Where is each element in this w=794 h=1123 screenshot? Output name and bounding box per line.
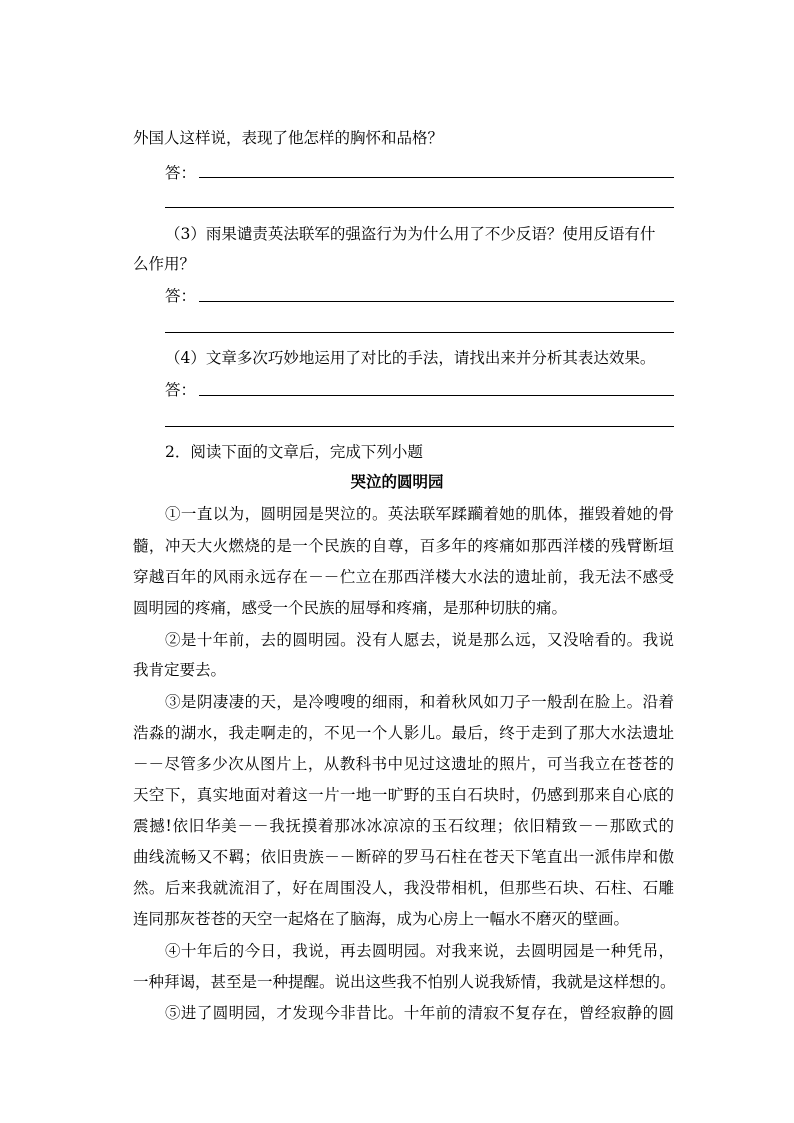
- question-4: （4）文章多次巧妙地运用了对比的手法，请找出来并分析其表达效果。: [165, 349, 656, 367]
- paragraph-line: 浩淼的湖水，我走啊走的，不见一个人影儿。最后，终于走到了那大水法遗址: [133, 724, 674, 742]
- answer-line[interactable]: [165, 332, 674, 333]
- answer-label: 答：: [165, 381, 197, 399]
- paragraph-line: －－尽管多少次从图片上，从教科书中见过这遗址的照片，可当我立在苍苍的: [133, 755, 674, 773]
- paragraph-line: 穿越百年的风雨永远存在－－伫立在那西洋楼大水法的遗址前，我无法不感受: [133, 568, 674, 586]
- paragraph-line: 然。后来我就流泪了，好在周围没人，我没带相机，但那些石块、石柱、石雕: [133, 879, 674, 897]
- paragraph-line: 圆明园的疼痛，感受一个民族的屈辱和疼痛，是那种切肤的痛。: [133, 599, 568, 617]
- answer-line[interactable]: [199, 177, 674, 178]
- question-3-line-1: （3）雨果谴责英法联军的强盗行为为什么用了不少反语？使用反语有什: [165, 225, 656, 243]
- answer-label: 答：: [165, 164, 197, 182]
- section-heading: 2．阅读下面的文章后，完成下列小题: [165, 443, 423, 461]
- paragraph-line: ③是阴凄凄的天，是冷嗖嗖的细雨，和着秋风如刀子一般刮在脸上。沿着: [165, 693, 674, 711]
- paragraph-line: 一种拜谒，甚至是一种提醒。说出这些我不怕别人说我矫情，我就是这样想的。: [133, 973, 676, 991]
- article-title: 哭泣的圆明园: [350, 472, 444, 491]
- paragraph-line: 震撼!依旧华美－－我抚摸着那冰冰凉凉的玉石纹理；依旧精致－－那欧式的: [133, 817, 674, 835]
- answer-label: 答：: [165, 287, 197, 305]
- answer-line[interactable]: [199, 395, 674, 396]
- paragraph-line: 曲线流畅又不羁；依旧贵族－－断碎的罗马石柱在苍天下笔直出一派伟岸和傲: [133, 848, 674, 866]
- paragraph-line: ⑤进了圆明园，才发现今非昔比。十年前的清寂不复存在，曾经寂静的圆: [165, 1004, 674, 1022]
- question-3-line-2: 么作用？: [133, 255, 196, 273]
- paragraph-line: ④十年后的今日，我说，再去圆明园。对我来说，去圆明园是一种凭吊，: [165, 942, 674, 960]
- question-text: 外国人这样说，表现了他怎样的胸怀和品格？: [133, 129, 444, 147]
- answer-line[interactable]: [165, 426, 674, 427]
- paragraph-line: 天空下，真实地面对着这一片一地一旷野的玉白石块时，仍感到那来自心底的: [133, 786, 674, 804]
- answer-line[interactable]: [165, 207, 674, 208]
- answer-line[interactable]: [199, 301, 674, 302]
- paragraph-line: 连同那灰苍苍的天空一起烙在了脑海，成为心房上一幅水不磨灭的壁画。: [133, 910, 630, 928]
- paragraph-line: ②是十年前，去的圆明园。没有人愿去，说是那么远，又没啥看的。我说: [165, 631, 674, 649]
- paragraph-line: ①一直以为，圆明园是哭泣的。英法联军蹂躏着她的肌体，摧毁着她的骨: [165, 505, 674, 523]
- paragraph-line: 髓，冲天大火燃烧的是一个民族的自尊，百多年的疼痛如那西洋楼的残臂断垣: [133, 537, 674, 555]
- paragraph-line: 我肯定要去。: [133, 661, 227, 679]
